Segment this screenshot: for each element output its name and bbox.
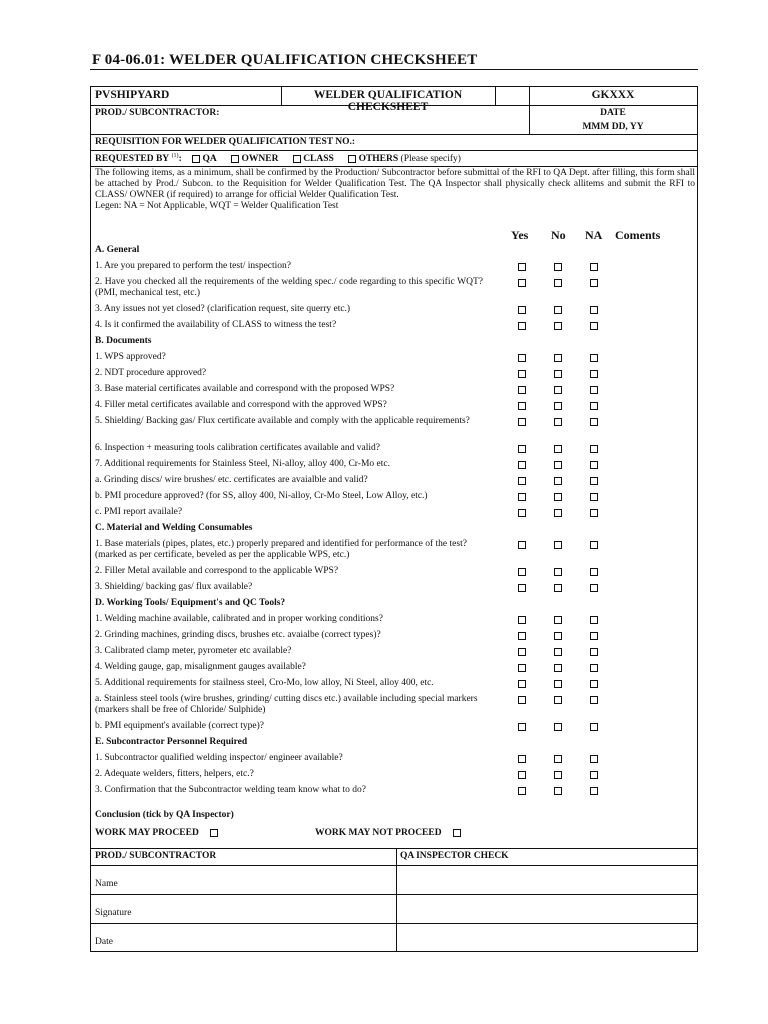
na-checkbox[interactable] [590, 771, 598, 779]
yes-checkbox[interactable] [518, 723, 526, 731]
checklist-question: 2. Filler Metal available and correspond to the applicable WPS? [95, 566, 339, 576]
na-checkbox[interactable] [590, 584, 598, 592]
no-checkbox[interactable] [554, 787, 562, 795]
checklist-question: 3. Any issues not yet closed? (clarification request, site querry etc.) [95, 304, 351, 314]
na-checkbox[interactable] [590, 370, 598, 378]
org-name: PVSHIPYARD [95, 89, 170, 101]
no-checkbox[interactable] [554, 541, 562, 549]
checklist-question: c. PMI report availale? [95, 507, 183, 517]
yes-checkbox[interactable] [518, 402, 526, 410]
yes-checkbox[interactable] [518, 648, 526, 656]
others-note: (Please specify) [400, 154, 461, 165]
no-checkbox[interactable] [554, 370, 562, 378]
na-checkbox[interactable] [590, 402, 598, 410]
no-checkbox[interactable] [554, 771, 562, 779]
signoff-rule-3 [91, 923, 697, 924]
na-checkbox[interactable] [590, 616, 598, 624]
instructions-text [95, 168, 695, 212]
na-checkbox[interactable] [590, 386, 598, 394]
yes-checkbox[interactable] [518, 354, 526, 362]
no-checkbox[interactable] [554, 584, 562, 592]
checklist-question: 5. Additional requirements for stailness steel, Cro-Mo, low alloy, Ni Steel, alloy 400, etc. [95, 678, 434, 688]
doc-title: WELDER QUALIFICATION CHECKSHEET [313, 89, 463, 113]
na-checkbox[interactable] [590, 541, 598, 549]
yes-checkbox[interactable] [518, 616, 526, 624]
na-checkbox[interactable] [590, 322, 598, 330]
checklist-question: 6. Inspection + measuring tools calibration certificates available and valid? [95, 443, 380, 453]
yes-checkbox[interactable] [518, 771, 526, 779]
section-heading: D. Working Tools/ Equipment's and QC Tools? [95, 598, 286, 608]
yes-checkbox[interactable] [518, 493, 526, 501]
checklist-question: 4. Filler metal certificates available and correspond with the approved WPS? [95, 400, 387, 410]
yes-checkbox[interactable] [518, 680, 526, 688]
checksheet-form [90, 86, 698, 952]
no-checkbox[interactable] [554, 445, 562, 453]
no-checkbox[interactable] [554, 632, 562, 640]
date-label: DATE [600, 108, 626, 118]
yes-checkbox[interactable] [518, 322, 526, 330]
others-checkbox[interactable] [348, 155, 356, 163]
checklist-question: 1. Are you prepared to perform the test/ inspection? [95, 261, 292, 271]
requested-by-rule [91, 166, 697, 167]
na-checkbox[interactable] [590, 461, 598, 469]
col-no: No [551, 228, 566, 242]
signoff-table [91, 848, 697, 952]
header-divider-v2 [495, 87, 496, 105]
no-checkbox[interactable] [554, 616, 562, 624]
title-rule [90, 69, 698, 70]
na-checkbox[interactable] [590, 509, 598, 517]
work-may-proceed-checkbox[interactable] [210, 829, 218, 837]
yes-checkbox[interactable] [518, 263, 526, 271]
yes-checkbox[interactable] [518, 787, 526, 795]
header-divider [91, 105, 697, 106]
no-checkbox[interactable] [554, 664, 562, 672]
no-checkbox[interactable] [554, 263, 562, 271]
na-checkbox[interactable] [590, 493, 598, 501]
col-na: NA [585, 228, 603, 242]
yes-checkbox[interactable] [518, 541, 526, 549]
checklist-question: 1. Welding machine available, calibrated and in proper working conditions? [95, 614, 383, 624]
signoff-left-title: PROD./ SUBCONTRACTOR [95, 851, 217, 861]
section-heading: E. Subcontractor Personnel Required [95, 737, 248, 747]
na-checkbox[interactable] [590, 696, 598, 704]
na-checkbox[interactable] [590, 263, 598, 271]
no-checkbox[interactable] [554, 509, 562, 517]
no-checkbox[interactable] [554, 402, 562, 410]
checklist-question: 2. Adequate welders, fitters, helpers, etc.? [95, 769, 254, 779]
no-checkbox[interactable] [554, 322, 562, 330]
class-checkbox[interactable] [293, 155, 301, 163]
na-checkbox[interactable] [590, 680, 598, 688]
no-checkbox[interactable] [554, 568, 562, 576]
yes-checkbox[interactable] [518, 306, 526, 314]
yes-checkbox[interactable] [518, 696, 526, 704]
no-checkbox[interactable] [554, 755, 562, 763]
checklist-question: 2. NDT procedure approved? [95, 368, 207, 378]
no-checkbox[interactable] [554, 461, 562, 469]
section-heading: B. Documents [95, 336, 152, 346]
prod-subcontractor-label: PROD./ SUBCONTRACTOR: [95, 108, 220, 118]
section-heading: A. General [95, 245, 140, 255]
checklist-question: 7. Additional requirements for Stainless Steel, Ni-alloy, alloy 400, Cr-Mo etc. [95, 459, 390, 469]
yes-checkbox[interactable] [518, 509, 526, 517]
yes-checkbox[interactable] [518, 664, 526, 672]
yes-checkbox[interactable] [518, 418, 526, 426]
no-checkbox[interactable] [554, 648, 562, 656]
signoff-rule-2 [91, 894, 697, 895]
doc-code: GKXXX [591, 89, 635, 101]
requested-by-colon: : [178, 154, 182, 165]
qa-checkbox[interactable] [192, 155, 200, 163]
checklist-question: 4. Is it confirmed the availability of CLASS to witness the test? [95, 320, 337, 330]
instructions-paragraph: The following items, as a minimum, shall be confirmed by the Production/ Subcontractor before submittal of the RFI to QA Dept. after filling, this form shall be attached by Prod./ Subcon. to the Requisition for Welder Qualification Test. The QA Inspector shall physically check allitems and submit the RFI to CLASS/ OWNER (if required) to arrange for official Welder Qualification Test. [95, 168, 695, 200]
requested-by-label: REQUESTED BY [95, 154, 170, 165]
requested-by-footnote: (1) [171, 153, 179, 159]
na-checkbox[interactable] [590, 568, 598, 576]
no-checkbox[interactable] [554, 723, 562, 731]
no-checkbox[interactable] [554, 306, 562, 314]
checklist-question: 5. Shielding/ Backing gas/ Flux certificate available and comply with the applicable requirements? [95, 416, 470, 426]
na-checkbox[interactable] [590, 445, 598, 453]
signoff-divider [396, 848, 397, 952]
work-may-proceed-option [95, 828, 218, 838]
na-checkbox[interactable] [590, 418, 598, 426]
checklist-question: b. PMI procedure approved? (for SS, alloy 400, Ni-alloy, Cr-Mo Steel, Low Alloy, etc.) [95, 491, 428, 501]
header-bottom-rule [91, 134, 697, 135]
name-label: Name [95, 879, 118, 889]
no-checkbox[interactable] [554, 354, 562, 362]
date-value[interactable]: MMM DD, YY [582, 122, 644, 132]
col-yes: Yes [511, 228, 529, 242]
signoff-top-rule [91, 848, 697, 849]
checklist-question: 1. Subcontractor qualified welding inspector/ engineer available? [95, 753, 343, 763]
checklist-question: b. PMI equipment's available (correct type)? [95, 721, 264, 731]
na-checkbox[interactable] [590, 787, 598, 795]
na-checkbox[interactable] [590, 306, 598, 314]
no-checkbox[interactable] [554, 680, 562, 688]
yes-checkbox[interactable] [518, 632, 526, 640]
yes-checkbox[interactable] [518, 445, 526, 453]
others-option-label: OTHERS [358, 154, 399, 165]
na-checkbox[interactable] [590, 723, 598, 731]
na-checkbox[interactable] [590, 648, 598, 656]
work-may-proceed-label: WORK MAY PROCEED [95, 828, 199, 838]
checklist-question: a. Stainless steel tools (wire brushes, grinding/ cutting discs etc.) available including special markers (markers shall be free of Chloride/ Sulphide) [95, 694, 478, 715]
header-block [91, 87, 697, 134]
form-title: F 04-06.01: WELDER QUALIFICATION CHECKSHEET [92, 52, 478, 68]
requisition-label: REQUISITION FOR WELDER QUALIFICATION TEST NO.: [95, 137, 356, 147]
na-checkbox[interactable] [590, 477, 598, 485]
na-checkbox[interactable] [590, 664, 598, 672]
checklist-question: 4. Welding gauge, gap, misalignment gauges available? [95, 662, 306, 672]
yes-checkbox[interactable] [518, 755, 526, 763]
checklist-question: a. Grinding discs/ wire brushes/ etc. certificates are avaialble and valid? [95, 475, 368, 485]
yes-checkbox[interactable] [518, 386, 526, 394]
na-checkbox[interactable] [590, 632, 598, 640]
conclusion-label: Conclusion (tick by QA Inspector) [95, 810, 234, 820]
yes-checkbox[interactable] [518, 568, 526, 576]
section-heading: C. Material and Welding Consumables [95, 523, 253, 533]
owner-option-label: OWNER [241, 154, 279, 165]
yes-checkbox[interactable] [518, 279, 526, 287]
na-checkbox[interactable] [590, 354, 598, 362]
no-checkbox[interactable] [554, 493, 562, 501]
checklist-question: 2. Grinding machines, grinding discs, brushes etc. avaialbe (correct types)? [95, 630, 381, 640]
requested-by-row [95, 153, 461, 164]
work-may-not-proceed-label: WORK MAY NOT PROCEED [315, 828, 442, 838]
legend-text: Legen: NA = Not Applicable, WQT = Welder Qualification Test [95, 201, 339, 211]
requisition-rule [91, 150, 697, 151]
class-option-label: CLASS [303, 154, 334, 165]
date-field-label: Date [95, 937, 113, 947]
signature-label: Signature [95, 908, 132, 918]
yes-checkbox[interactable] [518, 477, 526, 485]
no-checkbox[interactable] [554, 386, 562, 394]
yes-checkbox[interactable] [518, 370, 526, 378]
yes-checkbox[interactable] [518, 584, 526, 592]
col-comments: Coments [615, 228, 661, 242]
signoff-rule-1 [91, 865, 697, 866]
qa-option-label: QA [202, 154, 217, 165]
no-checkbox[interactable] [554, 696, 562, 704]
no-checkbox[interactable] [554, 279, 562, 287]
header-divider-v3 [529, 87, 530, 134]
checklist-question: 3. Base material certificates available and correspond with the proposed WPS? [95, 384, 395, 394]
no-checkbox[interactable] [554, 477, 562, 485]
checklist-question: 1. WPS approved? [95, 352, 166, 362]
checklist-question: 1. Base materials (pipes, plates, etc.) properly prepared and identified for performance of the test? (marked as per certificate, beveled as per the applicable WPS, etc.) [95, 539, 467, 560]
checklist-question: 2. Have you checked all the requirements of the welding spec./ code regarding to this specific WQT? (PMI, mechanical test, etc.) [95, 277, 483, 298]
owner-checkbox[interactable] [231, 155, 239, 163]
work-may-not-proceed-checkbox[interactable] [453, 829, 461, 837]
header-divider-v1 [281, 87, 282, 105]
checklist-question: 3. Calibrated clamp meter, pyrometer etc available? [95, 646, 292, 656]
no-checkbox[interactable] [554, 418, 562, 426]
na-checkbox[interactable] [590, 279, 598, 287]
yes-checkbox[interactable] [518, 461, 526, 469]
work-may-not-proceed-option [315, 828, 461, 838]
checklist-question: 3. Shielding/ backing gas/ flux available? [95, 582, 253, 592]
checklist-question: 3. Confirmation that the Subcontractor welding team know what to do? [95, 785, 366, 795]
signoff-right-title: QA INSPECTOR CHECK [400, 851, 509, 861]
na-checkbox[interactable] [590, 755, 598, 763]
